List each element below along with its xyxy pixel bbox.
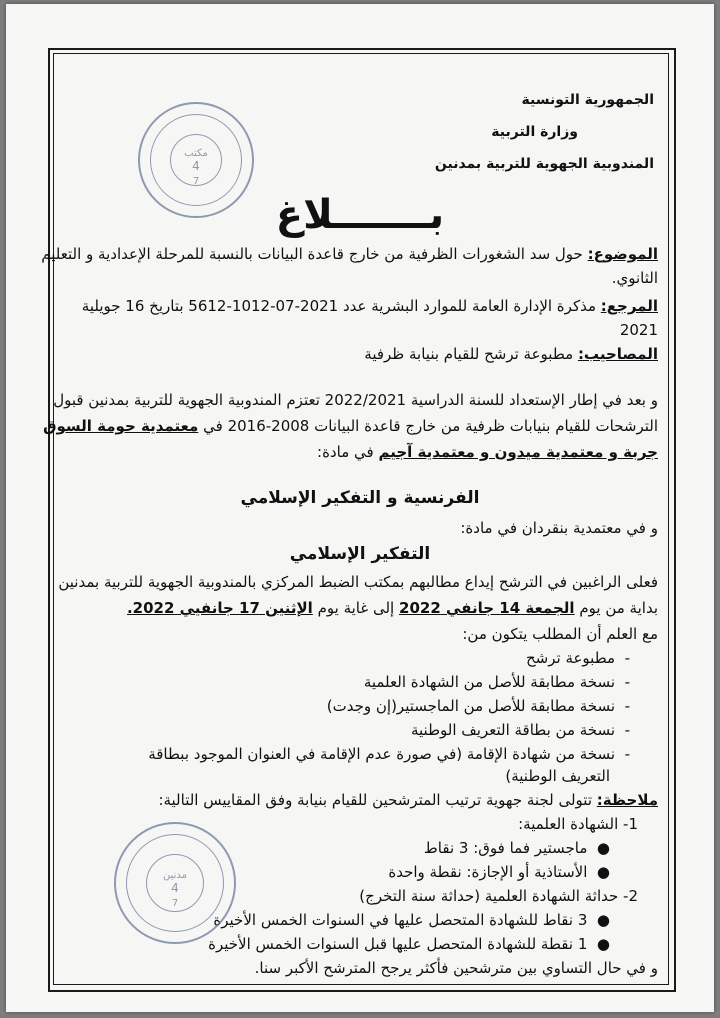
notice-title: بـــــــلاغ (275, 192, 445, 238)
criteria-2-heading: 2- حداثة الشهادة العلمية (حداثة سنة التخرج) (359, 887, 638, 905)
reference-line-2: 2021 (619, 321, 658, 339)
svg-text:4: 4 (192, 159, 200, 173)
svg-text:مدنين: مدنين (162, 870, 188, 881)
document-item: - مطبوعة ترشح (525, 649, 630, 667)
svg-text:4: 4 (171, 881, 179, 895)
note-text: تتولى لجنة جهوية ترتيب المترشحين للقيام بنيابة وفق المقاييس التالية: (158, 791, 593, 809)
criteria-1-heading: 1- الشهادة العلمية: (518, 815, 638, 833)
header-republic: الجمهورية التونسية (521, 92, 654, 108)
intro-line-3b: في مادة: (317, 443, 374, 461)
intro-delegation-houmt-souk: معتمدية حومة السوق (43, 417, 199, 435)
note-label: ملاحظة: (596, 791, 658, 809)
deposit-line-1: فعلى الراغبين في الترشح إيداع مطالبهم بمكتب الضبط المركزي بالمندوبية الجهوية للتربية بمدنين (58, 573, 658, 591)
tie-rule-line: و في حال التساوي بين مترشحين فأكثر يرجح المترشح الأكبر سنا. (254, 959, 658, 977)
criteria-item: ● 1 نقطة للشهادة المتحصل عليها قبل السنوات الخمس الأخيرة (208, 935, 610, 953)
reference-line-1 (82, 294, 658, 318)
document-item: - نسخة مطابقة للأصل من الماجستير(إن وجدت) (326, 697, 630, 715)
attachments-label: المصاحيب: (577, 345, 658, 363)
document-item: - نسخة من شهادة الإقامة (في صورة عدم الإقامة في العنوان الموجود ببطاقة (148, 745, 630, 763)
reference-label: المرجع: (600, 297, 658, 315)
intro-line-2a: الترشحات للقيام بنيابات ظرفية من خارج قاعدة البيانات 2008-2016 في (203, 417, 658, 435)
subject-line-2: الثانوي. (611, 269, 658, 287)
attachments-line (364, 342, 658, 366)
subject-text: حول سد الشغورات الظرفية من خارج قاعدة البيانات بالنسبة للمرحلة الإعدادية و التعليم (41, 245, 583, 263)
official-stamp-bottom (114, 822, 236, 944)
document-item: - نسخة من بطاقة التعريف الوطنية (410, 721, 630, 739)
document-page (6, 4, 714, 1012)
intro-delegations-list: جربة و معتمدية ميدون و معتمدية آجيم (378, 443, 658, 461)
note-line (158, 788, 658, 812)
header-ministry: وزارة التربية (491, 124, 578, 140)
subject-label: الموضوع: (587, 245, 658, 263)
deposit-from-label: بداية من يوم (579, 599, 658, 617)
deposit-line-2 (127, 596, 658, 620)
intro-line-2 (43, 414, 658, 438)
criteria-item: ● الأستاذية أو الإجازة: نقطة واحدة (388, 863, 610, 881)
deposit-start-date: الجمعة 14 جانفي 2022 (399, 599, 575, 617)
reference-text: مذكرة الإدارة العامة للموارد البشرية عدد 2021-07-1012-5612 بتاريخ 16 جويلية (81, 297, 596, 315)
header-directorate: المندوبية الجهوية للتربية بمدنين (434, 156, 654, 172)
bengardane-subject: التفكير الإسلامي (289, 544, 431, 564)
intro-line-1: و بعد في إطار الإستعداد للسنة الدراسية 2022/2021 تعتزم المندوبية الجهوية للتربية بمدنين قبول (53, 391, 658, 409)
document-item: - نسخة مطابقة للأصل من الشهادة العلمية (363, 673, 630, 691)
attachments-text: مطبوعة ترشح للقيام بنيابة ظرفية (364, 345, 574, 363)
subjects-line: الفرنسية و التفكير الإسلامي (240, 488, 480, 508)
criteria-item: ● ماجستير فما فوق: 3 نقاط (423, 839, 610, 857)
deposit-until-label: إلى غاية يوم (317, 599, 395, 617)
criteria-item: ● 3 نقاط للشهادة المتحصل عليها في السنوات الخمس الأخيرة (213, 911, 610, 929)
svg-text:7: 7 (171, 898, 179, 909)
svg-text:7: 7 (192, 176, 200, 187)
bengardane-line: و في معتمدية بنقردان في مادة: (460, 519, 658, 537)
subject-line-1 (41, 242, 658, 266)
document-item-continuation: التعريف الوطنية) (505, 767, 610, 785)
svg-text:مكتب: مكتب (184, 148, 208, 159)
deposit-end-date: الإثنين 17 جانفيي 2022. (126, 599, 313, 617)
intro-line-3 (317, 440, 658, 464)
deposit-line-3: مع العلم أن المطلب يتكون من: (462, 625, 658, 643)
